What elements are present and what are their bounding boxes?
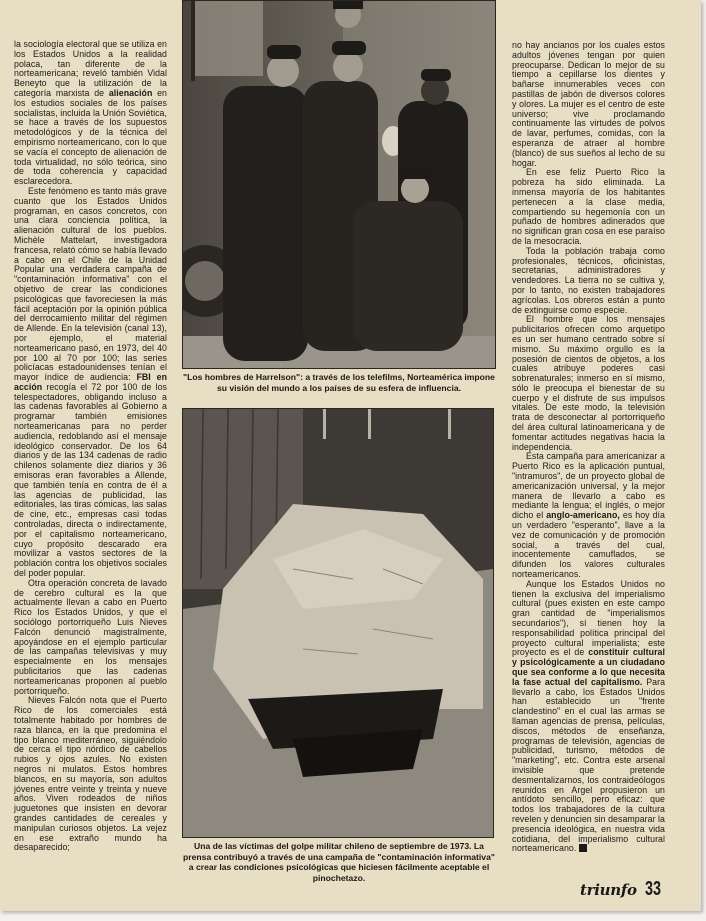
left-text-column — [14, 40, 167, 853]
end-of-article-mark — [579, 844, 587, 852]
bold-term: FBI en acción — [14, 372, 167, 392]
photo-harrelson-men — [182, 0, 496, 369]
text-run: la sociología electoral que se utiliza en los Estados Unidos a la realidad polaca, tan diferente de la norteamericana; reveló también Vidal Beneyto que la utilización de la categoría marxista de — [14, 39, 167, 98]
text-run: es hoy día un verdadero "esperanto", llave a la vez de comunicación y de promoción social, a través del cual, inocentemente camuflados, se difunden los valores culturales norteamericanos. — [512, 510, 665, 580]
paragraph — [14, 187, 167, 579]
bold-term: anglo-americano, — [546, 510, 620, 521]
photo-caption-top: "Los hombres de Harrelson": a través de los telefilms, Norteamérica impone su visión del mundo a los países de su esfera de influencia. — [183, 372, 495, 393]
text-run: Este fenómeno es tanto más grave cuanto que los Estados Unidos programan, en casos concretos, con una clara conciencia política, la alienación cultural de los pueblos. Michèle Mattelart, investigadora francesa, relató cómo se había llevado a cabo en el Chile de la Unidad Popular una verdadera campaña de "contaminación informativa" con el objetivo de crear las condiciones psicológicas que favoreciesen la más fácil aceptación por la opinión pública del derrocamiento militar del régimen de Allende. En la televisión (canal 13), por ejemplo, el material norteamericano pasó, en 1973, del 40 por 100 al 70 por 100; las series policíacas estadounidenses tenían el mayor índice de audiencia: — [14, 185, 168, 383]
photo-image — [183, 409, 493, 837]
bold-term: alienación — [108, 87, 153, 98]
paragraph: Nieves Falcón nota que el Puerto Rico de los comerciales está totalmente habitado por hombres de raza blanca, en la que predomina el tipo blanco mediterráneo, siguiéndolo de cerca el tipo nórdico de cabellos rubios y ojos azules. No existen negros ni mulatos. Estos hombres blancos, en su mayoría, son adultos jóvenes entre veinte y treinta y nueve años. Viven rodeados de niños juguetones que insisten en devorar grandes cantidades de cereales y manipulan curiosos objetos. La vejez en ese extraño mundo ha desaparecido; — [14, 695, 167, 853]
text-run: Esta campaña para americanizar a Puerto Rico es la aplicación puntual, "intramuros", de un proyecto global de americanización universal, y la mejor manera de llevarlo a cabo es mediante la lengua; el inglés, o mejor dicho el — [512, 451, 665, 521]
magazine-logo: triunfo — [580, 881, 637, 899]
paragraph — [512, 452, 665, 579]
bold-term: constituir cultural y psicológicamente a un ciudadano que sea conforme a lo que necesita la fase actual del capitalismo. — [512, 647, 665, 687]
photo-coup-victim — [182, 408, 494, 838]
text-run: recogía el 72 por 100 de los telespectadores, obligando incluso a las cadenas favorables al Gobierno a programar también emisiones norteamericanas para no perder audiencia, redoblando así el mensaje ideológico conservador. De los 64 diarios y de las 134 cadenas de radio chilenos solamente diez diarios y 36 emisoras eran favorables a Allende, que también tenía en contra de él a las agencias de publicidad, las editoriales, las tiras cómicas, las salas de cine, etc., empresas casi todas controladas, directa o indirectamente, por el capitalismo norteamericano, cuyo propósito descarado era movilizar a vastos sectores de la población contra los objetivos sociales del poder popular. — [14, 381, 167, 579]
page-number: 33 — [644, 878, 661, 900]
text-run: Aunque los Estados Unidos no tienen la exclusiva del imperialismo cultural (pues existen en este campo gran cantidad de "imperialismos secundarios"), sí tienen hoy la responsabilidad política principal del proyecto cultural imperialista; este proyecto es el de — [512, 578, 665, 658]
right-text-column — [512, 41, 665, 854]
paragraph — [512, 580, 665, 854]
paragraph: no hay ancianos por los cuales estos adultos jóvenes tengan por quien preocuparse. Dedican lo mejor de su tiempo a cepillarse los dientes y bañarse innumerables veces con pastillas de jabón de diversos colores y olores. La mujer es el centro de este universo; vive proclamando continuamente las virtudes de polvos de lavar, perfumes, comidas, con la esperanza de atraer al hombre (blanco) de sus sueños al lecho de su hogar. — [512, 40, 665, 168]
page-footer — [580, 878, 667, 900]
text-run: en los estudios sociales de los países socialistas, incluida la Unión Soviética, se hace a través de los supuestos metodológicos y de la técnica del empirismo norteamericano, con lo que se vacía el concepto de alienación de toda virtualidad, no sólo teórica, sino de toda coherencia y capacidad esclarecedora. — [14, 87, 167, 187]
photo-image — [183, 1, 495, 368]
paragraph: En ese feliz Puerto Rico la pobreza ha sido eliminada. La inmensa mayoría de los habitantes pertenecen a la clase media, compartiendo su hegemonía con un puñado de hombres adinerados que no significan gran cosa en ese paraíso de la mesocracia. — [512, 167, 665, 246]
paragraph — [14, 40, 167, 187]
photo-caption-bottom: Una de las víctimas del golpe militar chileno de septiembre de 1973. La prensa contribuyó a través de una campaña de "contaminación informativa" a crear las condiciones psicológicas que hiciesen fácilmente aceptable el pinochetazo. — [183, 841, 495, 883]
paragraph: Toda la población trabaja como profesionales, técnicos, oficinistas, secretarias, administradores y vendedores. La tierra no se cultiva y, por lo tanto, no existen trabajadores agrícolas. Los obreros están a punto de extinguirse como especie. — [512, 245, 665, 315]
paragraph: El hombre que los mensajes publicitarios ofrecen como arquetipo es un ser humano centrado sobre sí mismo. Su máximo orgullo es la posesión de cientos de objetos, a los cuales atribuye poderes casi sobrenaturales; inmerso en sí mismo, sólo le preocupa el bienestar de su cuerpo y el disfrute de sus impulsos vitales. De este modo, la televisión trata de desconectar al portorriqueño del área cultural latinoamericana y de fomentar actitudes negativas hacia la independencia. — [512, 314, 665, 452]
text-run: Para llevarlo a cabo, los Estados Unidos han establecido un "frente clandestino" en el cual las armas se llaman agencias de prensa, películas, discos, métodos de enseñanza, programas de televisión, agencias de publicidad, turismo, métodos de "marketing", etc. Contra este arsenal invisible que pretende desmentalizarnos, los contraideólogos reunidos en Argel propusieron un antídoto sencillo, pero eficaz: que todos los trabajadores de la cultura revelen y denuncien sin desamparar la presencia ideológica, en nuestra vida cotidiana, del imperialismo cultural norteamericano. — [512, 676, 666, 854]
paragraph: Otra operación concreta de lavado de cerebro cultural es la que actualmente llevan a cabo en Puerto Rico los Estados Unidos, y que el sociólogo portorriqueño Luis Nieves Falcón denunció magistralmente, apoyándose en el ejemplo particular de las campañas televisivas y muy especialmente en los mensajes publicitarios que las cadenas norteamericanas proponen al pueblo portorriqueño. — [14, 577, 167, 696]
